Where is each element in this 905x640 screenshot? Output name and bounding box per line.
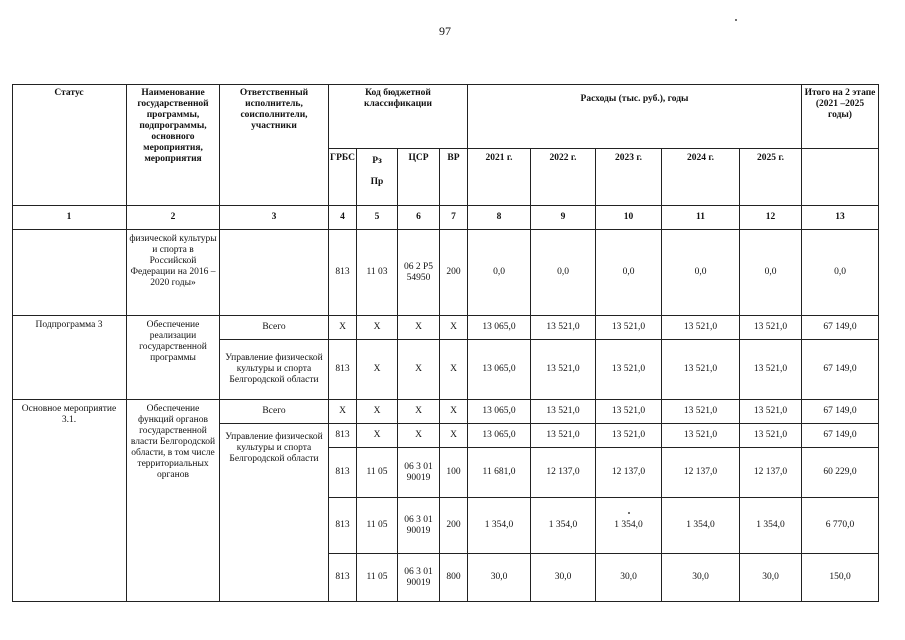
header-rz: Рз xyxy=(357,149,398,173)
cell-total: 6 770,0 xyxy=(802,498,879,554)
column-number: 5 xyxy=(357,206,398,230)
cell-2023: 13 521,0 xyxy=(596,316,662,340)
column-number: 11 xyxy=(662,206,740,230)
cell-2024: 12 137,0 xyxy=(662,448,740,498)
cell-name: Обеспечение реализации государственной программы xyxy=(127,316,220,400)
cell-2022: 13 521,0 xyxy=(531,340,596,400)
cell-grbs: 813 xyxy=(329,498,357,554)
cell-2023: 12 137,0 xyxy=(596,448,662,498)
cell-2023: 13 521,0 xyxy=(596,400,662,424)
column-number: 13 xyxy=(802,206,879,230)
cell-responsible xyxy=(220,230,329,316)
cell-2023: 0,0 xyxy=(596,230,662,316)
cell-grbs: X xyxy=(329,400,357,424)
cell-csr: 06 3 01 90019 xyxy=(398,554,440,602)
cell-2023: 13 521,0 xyxy=(596,340,662,400)
cell-total: 60 229,0 xyxy=(802,448,879,498)
cell-2025: 13 521,0 xyxy=(740,424,802,448)
cell-2021: 13 065,0 xyxy=(468,316,531,340)
cell-grbs: X xyxy=(329,316,357,340)
cell-total: 67 149,0 xyxy=(802,340,879,400)
cell-rzpr: X xyxy=(357,400,398,424)
header-year-2025: 2025 г. xyxy=(740,149,802,206)
cell-csr: 06 3 01 90019 xyxy=(398,498,440,554)
cell-2025: 13 521,0 xyxy=(740,400,802,424)
header-csr: ЦСР xyxy=(398,149,440,206)
cell-csr: 06 3 01 90019 xyxy=(398,448,440,498)
header-expenses: Расходы (тыс. руб.), годы xyxy=(468,84,802,149)
cell-total: 67 149,0 xyxy=(802,424,879,448)
cell-total: 67 149,0 xyxy=(802,316,879,340)
cell-responsible: Всего xyxy=(220,316,329,340)
header-total: Итого на 2 этапе (2021 –2025 годы) xyxy=(802,84,879,149)
cell-grbs: 813 xyxy=(329,424,357,448)
cell-rzpr: 11 03 xyxy=(357,230,398,316)
header-responsible: Ответственный исполнитель, соисполнители, участники xyxy=(220,84,329,206)
header-vr: ВР xyxy=(440,149,468,206)
cell-2022: 13 521,0 xyxy=(531,424,596,448)
cell-csr: X xyxy=(398,400,440,424)
cell-2023: 13 521,0 xyxy=(596,424,662,448)
page-number: 97 xyxy=(439,24,451,38)
column-number: 7 xyxy=(440,206,468,230)
cell-2024: 13 521,0 xyxy=(662,424,740,448)
cell-status xyxy=(12,230,127,316)
column-number: 12 xyxy=(740,206,802,230)
cell-2021: 11 681,0 xyxy=(468,448,531,498)
header-year-2021: 2021 г. xyxy=(468,149,531,206)
cell-responsible: Управление физической культуры и спорта Белгородской области xyxy=(220,424,329,602)
cell-rzpr: X xyxy=(357,424,398,448)
header-year-2024: 2024 г. xyxy=(662,149,740,206)
scan-speck xyxy=(735,19,737,21)
cell-2025: 12 137,0 xyxy=(740,448,802,498)
cell-2022: 0,0 xyxy=(531,230,596,316)
cell-rzpr: 11 05 xyxy=(357,554,398,602)
cell-grbs: 813 xyxy=(329,554,357,602)
cell-responsible: Всего xyxy=(220,400,329,424)
cell-2025: 13 521,0 xyxy=(740,316,802,340)
cell-status: Основное мероприятие 3.1. xyxy=(12,400,127,602)
cell-2023: 30,0 xyxy=(596,554,662,602)
column-number: 10 xyxy=(596,206,662,230)
cell-2024: 1 354,0 xyxy=(662,498,740,554)
cell-2022: 30,0 xyxy=(531,554,596,602)
cell-total: 150,0 xyxy=(802,554,879,602)
cell-rzpr: 11 05 xyxy=(357,448,398,498)
cell-vr: X xyxy=(440,316,468,340)
cell-2022: 12 137,0 xyxy=(531,448,596,498)
cell-2025: 13 521,0 xyxy=(740,340,802,400)
cell-rzpr: 11 05 xyxy=(357,498,398,554)
cell-2024: 30,0 xyxy=(662,554,740,602)
cell-csr: X xyxy=(398,316,440,340)
cell-total: 67 149,0 xyxy=(802,400,879,424)
cell-2021: 30,0 xyxy=(468,554,531,602)
scan-speck xyxy=(628,512,630,514)
cell-2021: 13 065,0 xyxy=(468,400,531,424)
cell-2021: 13 065,0 xyxy=(468,424,531,448)
header-year-2023: 2023 г. xyxy=(596,149,662,206)
header-year-2022: 2022 г. xyxy=(531,149,596,206)
cell-vr: X xyxy=(440,340,468,400)
cell-csr: 06 2 P5 54950 xyxy=(398,230,440,316)
cell-2024: 13 521,0 xyxy=(662,316,740,340)
cell-2022: 1 354,0 xyxy=(531,498,596,554)
cell-vr: X xyxy=(440,424,468,448)
cell-2021: 0,0 xyxy=(468,230,531,316)
cell-2022: 13 521,0 xyxy=(531,400,596,424)
column-number: 3 xyxy=(220,206,329,230)
column-number: 2 xyxy=(127,206,220,230)
cell-vr: 100 xyxy=(440,448,468,498)
column-number: 4 xyxy=(329,206,357,230)
cell-rzpr: X xyxy=(357,340,398,400)
cell-status: Подпрограмма 3 xyxy=(12,316,127,400)
cell-grbs: 813 xyxy=(329,230,357,316)
cell-name: Обеспечение функций органов государственной власти Белгородской области, в том числе территориальных органов xyxy=(127,400,220,602)
cell-rzpr: X xyxy=(357,316,398,340)
cell-name: физической культуры и спорта в Российской Федерации на 2016 – 2020 годы» xyxy=(127,230,220,316)
header-name: Наименование государственной программы, подпрограммы, основного мероприятия, мероприятия xyxy=(127,84,220,206)
header-pr: Пр xyxy=(357,173,398,206)
cell-total: 0,0 xyxy=(802,230,879,316)
column-number: 1 xyxy=(12,206,127,230)
column-number: 8 xyxy=(468,206,531,230)
header-status: Статус xyxy=(12,84,127,206)
column-number: 6 xyxy=(398,206,440,230)
cell-2025: 1 354,0 xyxy=(740,498,802,554)
cell-vr: 200 xyxy=(440,498,468,554)
cell-vr: 800 xyxy=(440,554,468,602)
cell-responsible: Управление физической культуры и спорта Белгородской области xyxy=(220,340,329,400)
cell-2021: 1 354,0 xyxy=(468,498,531,554)
cell-2024: 13 521,0 xyxy=(662,340,740,400)
cell-2024: 13 521,0 xyxy=(662,400,740,424)
cell-vr: 200 xyxy=(440,230,468,316)
header-grbs: ГРБС xyxy=(329,149,357,206)
cell-csr: X xyxy=(398,424,440,448)
cell-csr: X xyxy=(398,340,440,400)
cell-grbs: 813 xyxy=(329,448,357,498)
cell-2023: 1 354,0 xyxy=(596,498,662,554)
cell-grbs: 813 xyxy=(329,340,357,400)
header-budget-code: Код бюджетной классификации xyxy=(329,84,468,149)
cell-2025: 30,0 xyxy=(740,554,802,602)
column-number: 9 xyxy=(531,206,596,230)
header-total-blank xyxy=(802,149,879,206)
cell-vr: X xyxy=(440,400,468,424)
cell-2022: 13 521,0 xyxy=(531,316,596,340)
cell-2025: 0,0 xyxy=(740,230,802,316)
cell-2024: 0,0 xyxy=(662,230,740,316)
cell-2021: 13 065,0 xyxy=(468,340,531,400)
